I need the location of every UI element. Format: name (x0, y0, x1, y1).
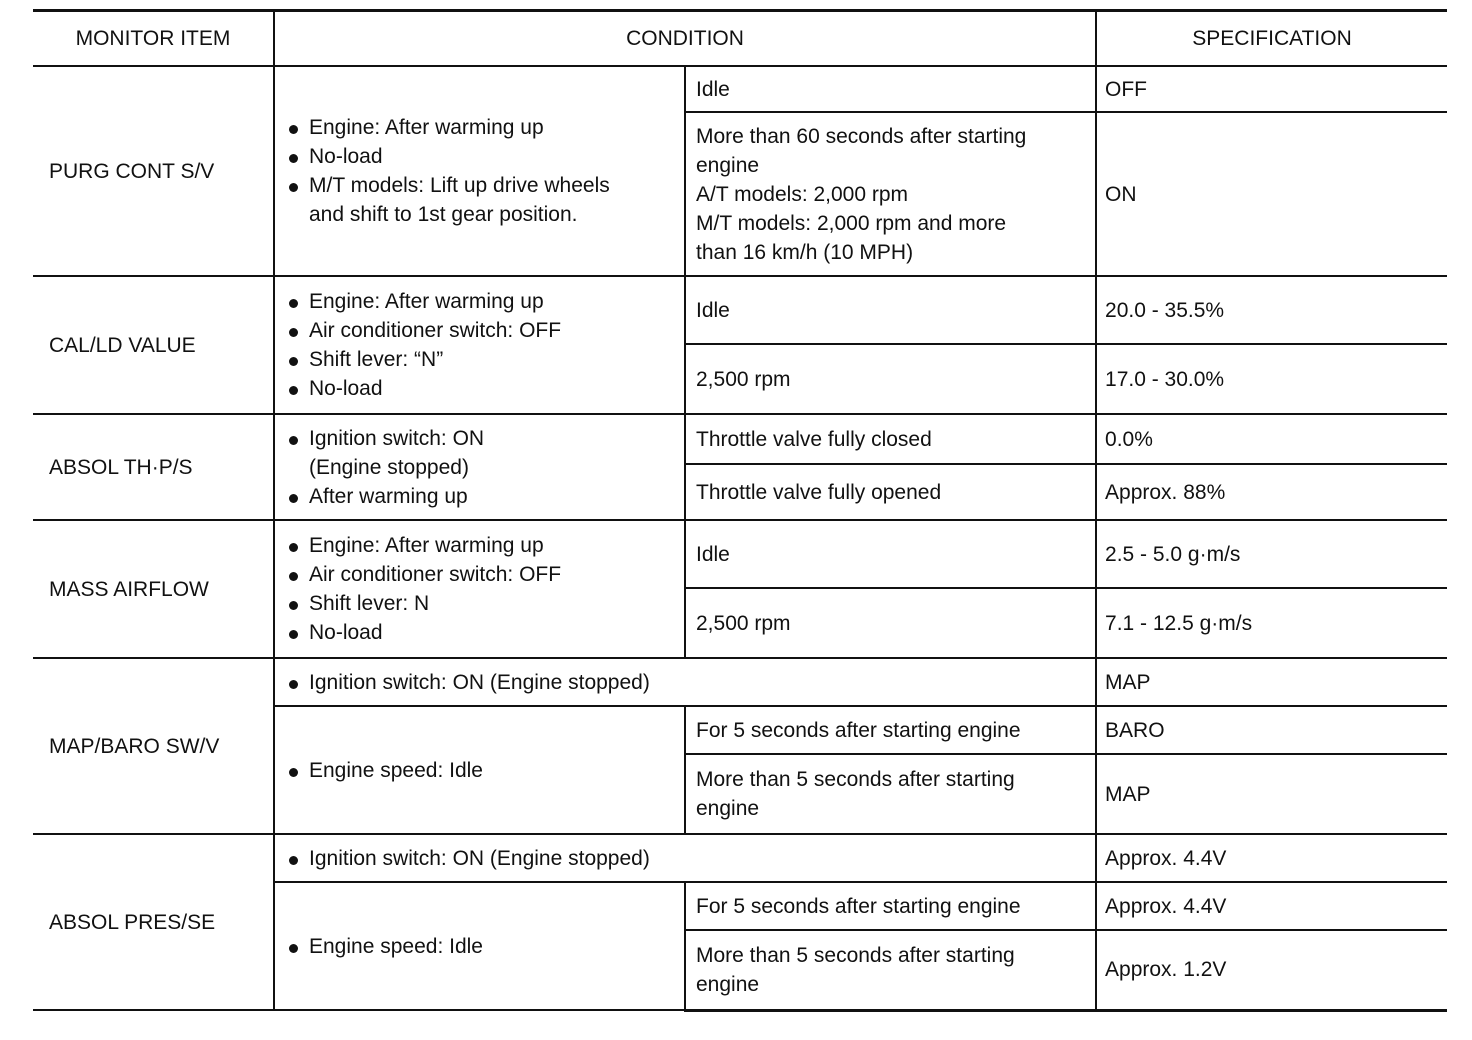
spec-value: 0.0% (1096, 414, 1447, 464)
table-row (33, 834, 1447, 882)
monitor-item-calld: CAL/LD VALUE (33, 276, 274, 414)
condition-bullet: Engine speed: Idle (285, 932, 674, 961)
monitor-item-mapbaro: MAP/BARO SW/V (33, 658, 274, 834)
table-row (33, 520, 1447, 588)
condition-bullet: Shift lever: “N” (285, 345, 674, 374)
condition-bullet: Air conditioner switch: OFF (285, 560, 674, 589)
sub-condition: Idle (685, 66, 1096, 112)
condition-bullet: M/T models: Lift up drive wheels and shift to 1st gear position. (285, 171, 674, 229)
condition-list (285, 287, 674, 403)
condition-bullet: Engine: After warming up (285, 287, 674, 316)
condition-bullet: No-load (285, 142, 674, 171)
sub-condition: Throttle valve fully closed (685, 414, 1096, 464)
condition-cell (274, 658, 1096, 706)
monitor-item-absolth: ABSOL TH·P/S (33, 414, 274, 520)
condition-list (285, 531, 674, 647)
condition-bullet: Ignition switch: ON (Engine stopped) (285, 424, 674, 482)
spec-value: ON (1096, 112, 1447, 276)
sub-condition: 2,500 rpm (685, 344, 1096, 414)
condition-list (285, 756, 674, 785)
monitor-item-maf: MASS AIRFLOW (33, 520, 274, 658)
header-specification: SPECIFICATION (1096, 11, 1447, 67)
header-row (33, 11, 1447, 67)
condition-bullet: Air conditioner switch: OFF (285, 316, 674, 345)
condition-bullet: Ignition switch: ON (Engine stopped) (285, 844, 1085, 873)
condition-cell (274, 882, 685, 1010)
monitor-spec-table (33, 9, 1447, 1012)
spec-value: MAP (1096, 658, 1447, 706)
sub-condition: For 5 seconds after starting engine (685, 882, 1096, 930)
spec-value: Approx. 4.4V (1096, 834, 1447, 882)
spec-value: Approx. 1.2V (1096, 930, 1447, 1010)
condition-list (285, 113, 674, 229)
sub-condition: More than 60 seconds after starting engine A/T models: 2,000 rpm M/T models: 2,000 rpm and more than 16 km/h (10 MPH) (685, 112, 1096, 276)
sub-condition: Idle (685, 276, 1096, 344)
condition-list (285, 932, 674, 961)
condition-list (285, 668, 1085, 697)
condition-bullet: Shift lever: N (285, 589, 674, 618)
table-row (33, 66, 1447, 112)
spec-value: 7.1 - 12.5 g·m/s (1096, 588, 1447, 658)
condition-cell (274, 414, 685, 520)
spec-value: Approx. 4.4V (1096, 882, 1447, 930)
condition-bullet: Engine speed: Idle (285, 756, 674, 785)
spec-value: MAP (1096, 754, 1447, 834)
condition-cell (274, 276, 685, 414)
spec-value: 20.0 - 35.5% (1096, 276, 1447, 344)
condition-bullet: Ignition switch: ON (Engine stopped) (285, 668, 1085, 697)
spec-value: 2.5 - 5.0 g·m/s (1096, 520, 1447, 588)
monitor-item-purg: PURG CONT S/V (33, 66, 274, 276)
spec-value: Approx. 88% (1096, 464, 1447, 520)
sub-condition: Idle (685, 520, 1096, 588)
monitor-item-absolpres: ABSOL PRES/SE (33, 834, 274, 1010)
table-row (33, 276, 1447, 344)
spec-value: BARO (1096, 706, 1447, 754)
header-monitor-item: MONITOR ITEM (33, 11, 274, 67)
sub-condition: More than 5 seconds after starting engine (685, 930, 1096, 1010)
condition-bullet: Engine: After warming up (285, 113, 674, 142)
condition-cell (274, 520, 685, 658)
condition-cell (274, 834, 1096, 882)
condition-bullet: No-load (285, 618, 674, 647)
condition-bullet: Engine: After warming up (285, 531, 674, 560)
condition-bullet: After warming up (285, 482, 674, 511)
condition-cell (274, 706, 685, 834)
condition-bullet: No-load (285, 374, 674, 403)
header-condition: CONDITION (274, 11, 1096, 67)
condition-list (285, 844, 1085, 873)
table-row (33, 414, 1447, 464)
spec-value: OFF (1096, 66, 1447, 112)
table-row (33, 658, 1447, 706)
sub-condition: 2,500 rpm (685, 588, 1096, 658)
sub-condition: More than 5 seconds after starting engine (685, 754, 1096, 834)
spec-value: 17.0 - 30.0% (1096, 344, 1447, 414)
sub-condition: Throttle valve fully opened (685, 464, 1096, 520)
sub-condition: For 5 seconds after starting engine (685, 706, 1096, 754)
condition-list (285, 424, 674, 511)
condition-cell (274, 66, 685, 276)
